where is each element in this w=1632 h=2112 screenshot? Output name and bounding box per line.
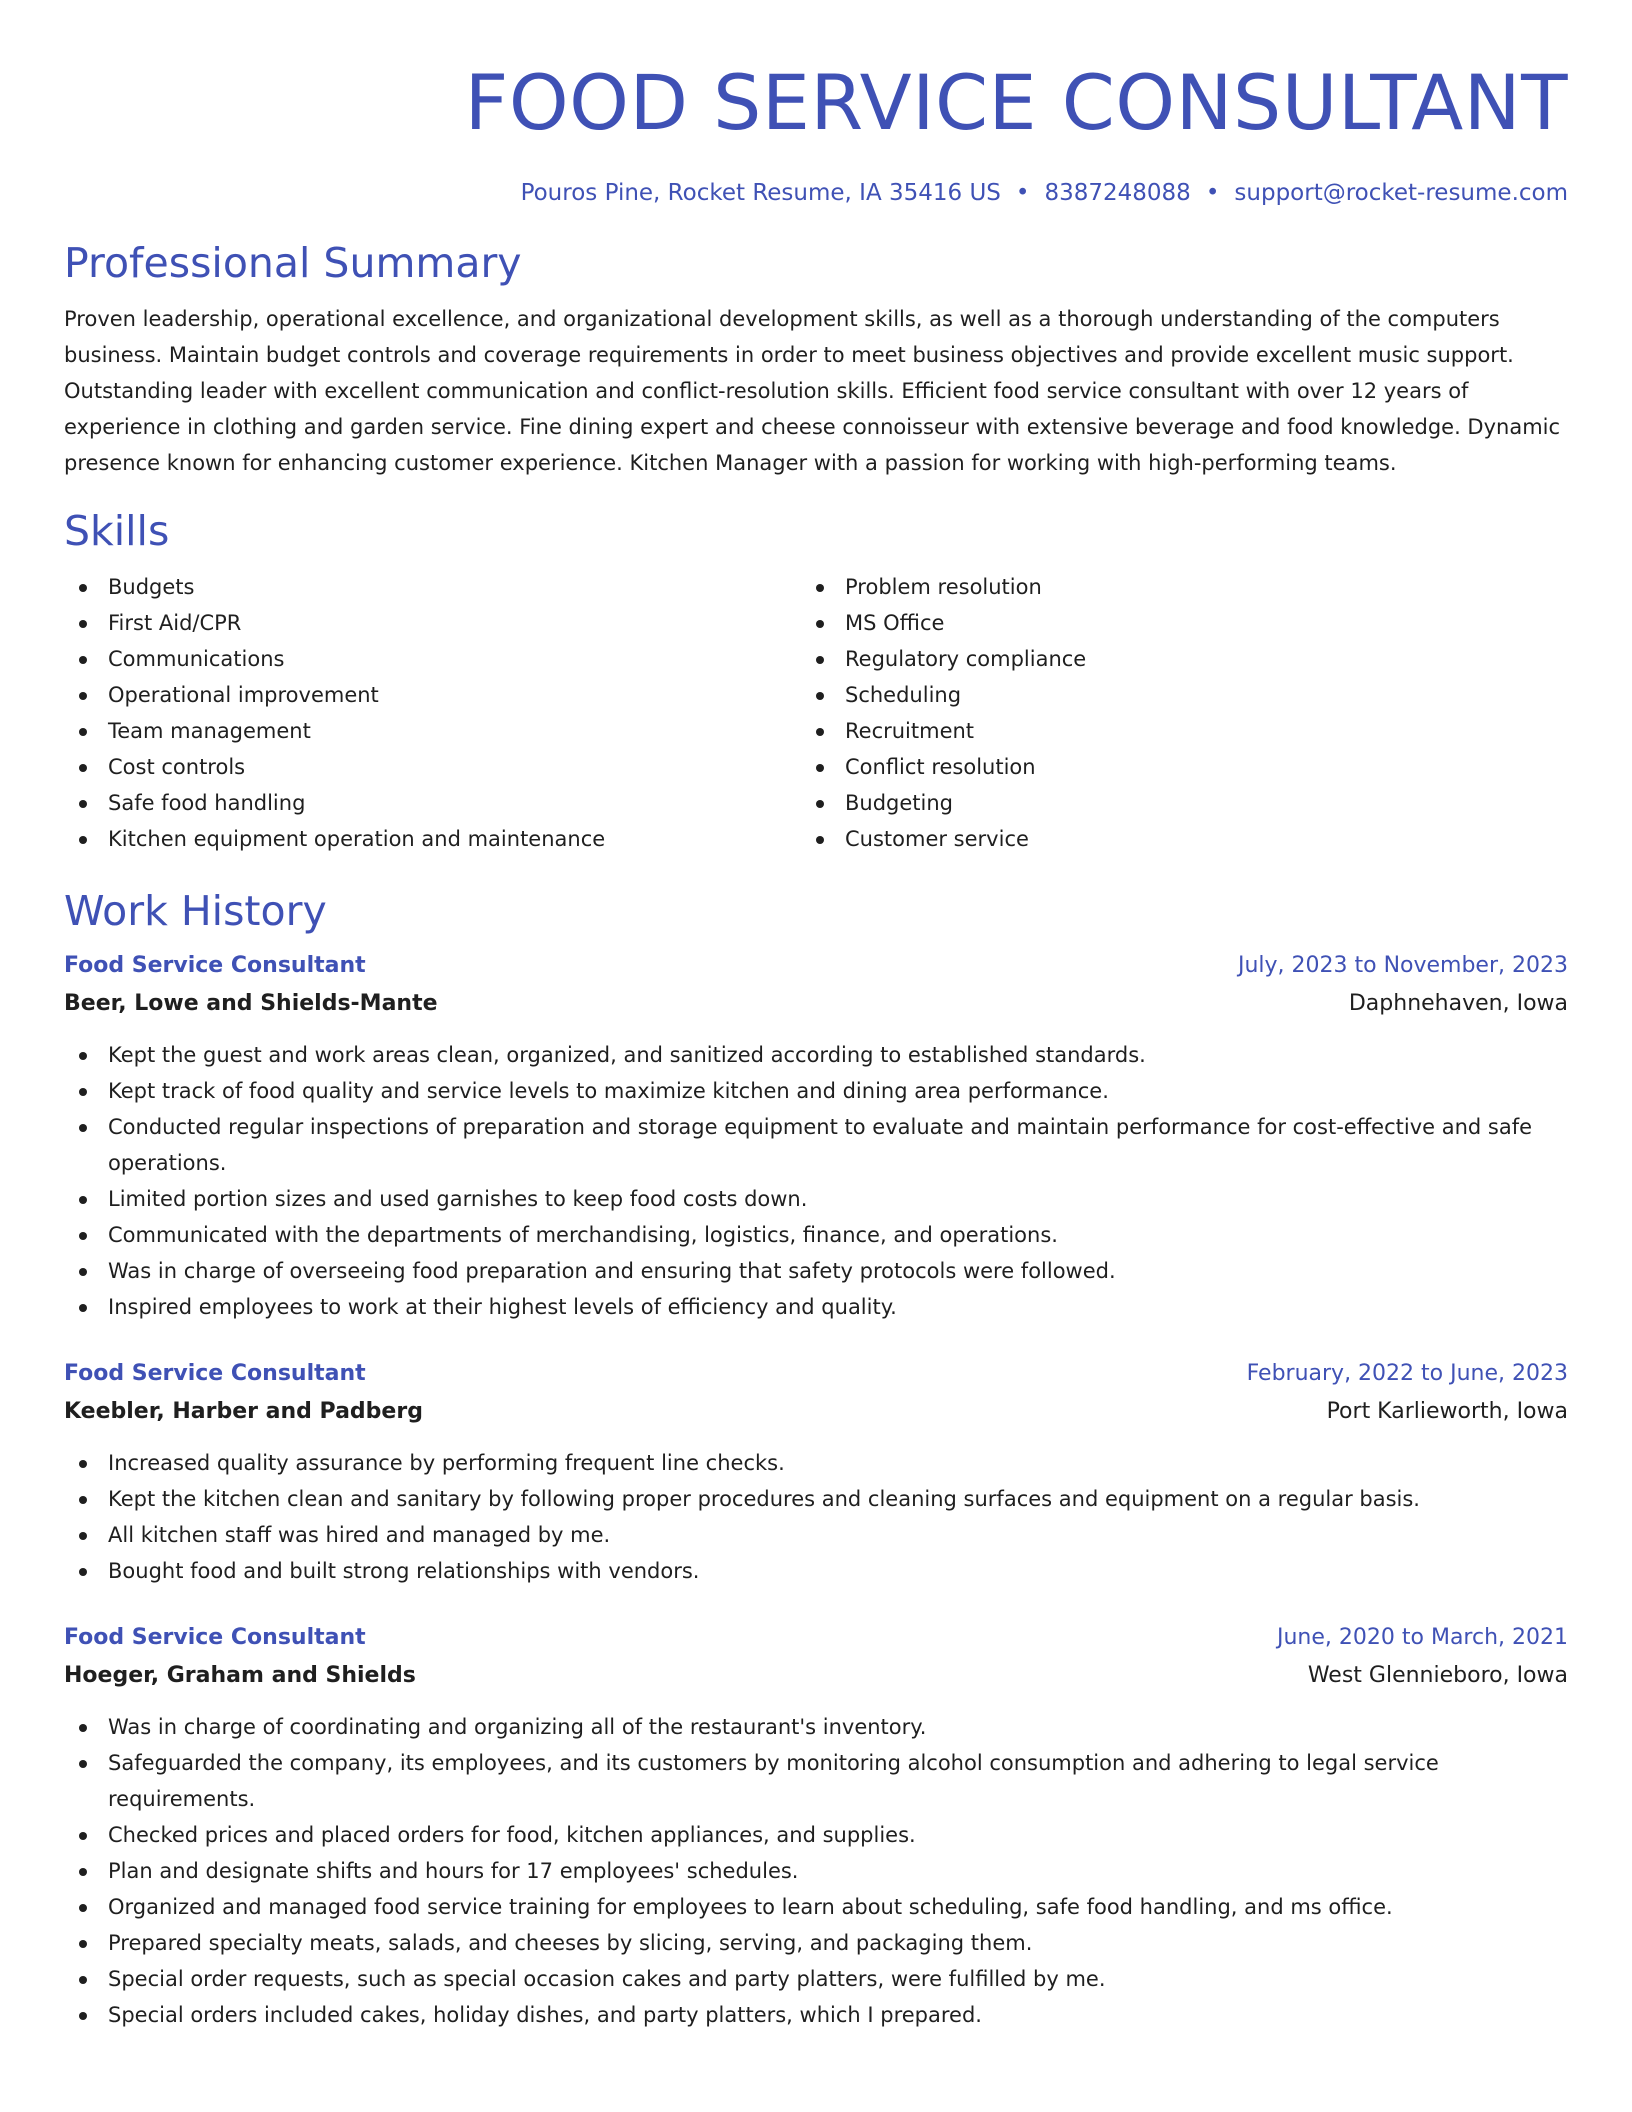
job-location: Daphnehaven, Iowa	[1348, 991, 1568, 1016]
job-title: Food Service Consultant	[64, 1361, 366, 1386]
work-history-heading: Work History	[64, 887, 327, 935]
job-header	[64, 1355, 1568, 1393]
job-bullet: Special order requests, such as special occasion cakes and party platters, were fulfilled by me.	[64, 1961, 1568, 1997]
job-subheader	[64, 1657, 1568, 1695]
job-entry	[64, 1355, 1568, 1589]
job-location: West Glennieboro, Iowa	[1307, 1663, 1568, 1688]
job-company: Keebler, Harber and Padberg	[64, 1399, 423, 1424]
job-title: Food Service Consultant	[64, 953, 366, 978]
job-bullet: Conducted regular inspections of preparation and storage equipment to evaluate and maintain performance for cost-effective and safe operations.	[64, 1109, 1568, 1181]
skill-item: Budgets	[64, 569, 801, 605]
job-bullet: Safeguarded the company, its employees, and its customers by monitoring alcohol consumption and adhering to legal service requirements.	[64, 1745, 1568, 1817]
job-bullet: Bought food and built strong relationships with vendors.	[64, 1553, 1568, 1589]
skills-column-right	[801, 569, 1086, 857]
job-bullet: Communicated with the departments of merchandising, logistics, finance, and operations.	[64, 1217, 1568, 1253]
job-dates: July, 2023 to November, 2023	[1237, 953, 1568, 978]
job-bullet: Was in charge of coordinating and organizing all of the restaurant's inventory.	[64, 1709, 1568, 1745]
skill-item: Regulatory compliance	[801, 641, 1086, 677]
contact-separator: •	[1015, 180, 1030, 206]
skill-item: Scheduling	[801, 677, 1086, 713]
job-subheader	[64, 1393, 1568, 1431]
job-bullet: Increased quality assurance by performing frequent line checks.	[64, 1445, 1568, 1481]
job-header	[64, 1619, 1568, 1657]
job-bullet: Inspired employees to work at their highest levels of efficiency and quality.	[64, 1289, 1568, 1325]
job-bullet: Kept track of food quality and service levels to maximize kitchen and dining area performance.	[64, 1073, 1568, 1109]
job-bullet: Kept the guest and work areas clean, organized, and sanitized according to established standards.	[64, 1037, 1568, 1073]
contact-email[interactable]: support@rocket-resume.com	[1234, 180, 1568, 206]
skill-item: Team management	[64, 713, 801, 749]
job-title: Food Service Consultant	[64, 1625, 366, 1650]
skill-item: First Aid/CPR	[64, 605, 801, 641]
job-subheader	[64, 985, 1568, 1023]
job-entry	[64, 947, 1568, 1325]
job-header	[64, 947, 1568, 985]
job-bullet: Kept the kitchen clean and sanitary by following proper procedures and cleaning surfaces and equipment on a regular basis.	[64, 1481, 1568, 1517]
skill-item: MS Office	[801, 605, 1086, 641]
skills-list	[64, 569, 1568, 857]
job-location: Port Karlieworth, Iowa	[1326, 1399, 1568, 1424]
skills-column-left	[64, 569, 801, 857]
skill-item: Cost controls	[64, 749, 801, 785]
skill-item: Operational improvement	[64, 677, 801, 713]
contact-separator: •	[1205, 180, 1220, 206]
job-bullets	[64, 1037, 1568, 1325]
candidate-name: FOOD SERVICE CONSULTANT	[464, 58, 1568, 147]
job-bullet: All kitchen staff was hired and managed by me.	[64, 1517, 1568, 1553]
job-bullet: Was in charge of overseeing food preparation and ensuring that safety protocols were followed.	[64, 1253, 1568, 1289]
contact-address: Pouros Pine, Rocket Resume, IA 35416 US	[520, 180, 1001, 206]
skills-heading: Skills	[64, 507, 170, 555]
job-bullet: Checked prices and placed orders for food, kitchen appliances, and supplies.	[64, 1817, 1568, 1853]
skill-item: Conflict resolution	[801, 749, 1086, 785]
job-dates: June, 2020 to March, 2021	[1277, 1625, 1568, 1650]
summary-text: Proven leadership, operational excellence, and organizational development skills, as well as a thorough understanding of the computers business. Maintain budget controls and coverage requirements in order to meet business objectives and provide excellent music support. Outstanding leader with excellent communication and conflict-resolution skills. Efficient food service consultant with over 12 years of experience in clothing and garden service. Fine dining expert and cheese connoisseur with extensive beverage and food knowledge. Dynamic presence known for enhancing customer experience. Kitchen Manager with a passion for working with high-performing teams.	[64, 307, 1561, 475]
job-company: Beer, Lowe and Shields-Mante	[64, 991, 438, 1016]
job-bullet: Limited portion sizes and used garnishes to keep food costs down.	[64, 1181, 1568, 1217]
skill-item: Recruitment	[801, 713, 1086, 749]
job-company: Hoeger, Graham and Shields	[64, 1663, 416, 1688]
job-dates: February, 2022 to June, 2023	[1246, 1361, 1568, 1386]
resume-page	[64, 0, 1568, 2033]
job-bullet: Prepared specialty meats, salads, and cheeses by slicing, serving, and packaging them.	[64, 1925, 1568, 1961]
summary-heading: Professional Summary	[64, 239, 522, 287]
job-bullet: Special orders included cakes, holiday dishes, and party platters, which I prepared.	[64, 1997, 1568, 2033]
job-bullets	[64, 1709, 1568, 2033]
job-entry	[64, 1619, 1568, 2033]
contact-line	[64, 177, 1568, 209]
skill-item: Safe food handling	[64, 785, 801, 821]
skill-item: Kitchen equipment operation and maintenance	[64, 821, 801, 857]
job-bullet: Organized and managed food service training for employees to learn about scheduling, safe food handling, and ms office.	[64, 1889, 1568, 1925]
skill-item: Customer service	[801, 821, 1086, 857]
skill-item: Communications	[64, 641, 801, 677]
job-bullets	[64, 1445, 1568, 1589]
skill-item: Budgeting	[801, 785, 1086, 821]
skill-item: Problem resolution	[801, 569, 1086, 605]
job-bullet: Plan and designate shifts and hours for 17 employees' schedules.	[64, 1853, 1568, 1889]
contact-phone: 8387248088	[1044, 180, 1191, 206]
